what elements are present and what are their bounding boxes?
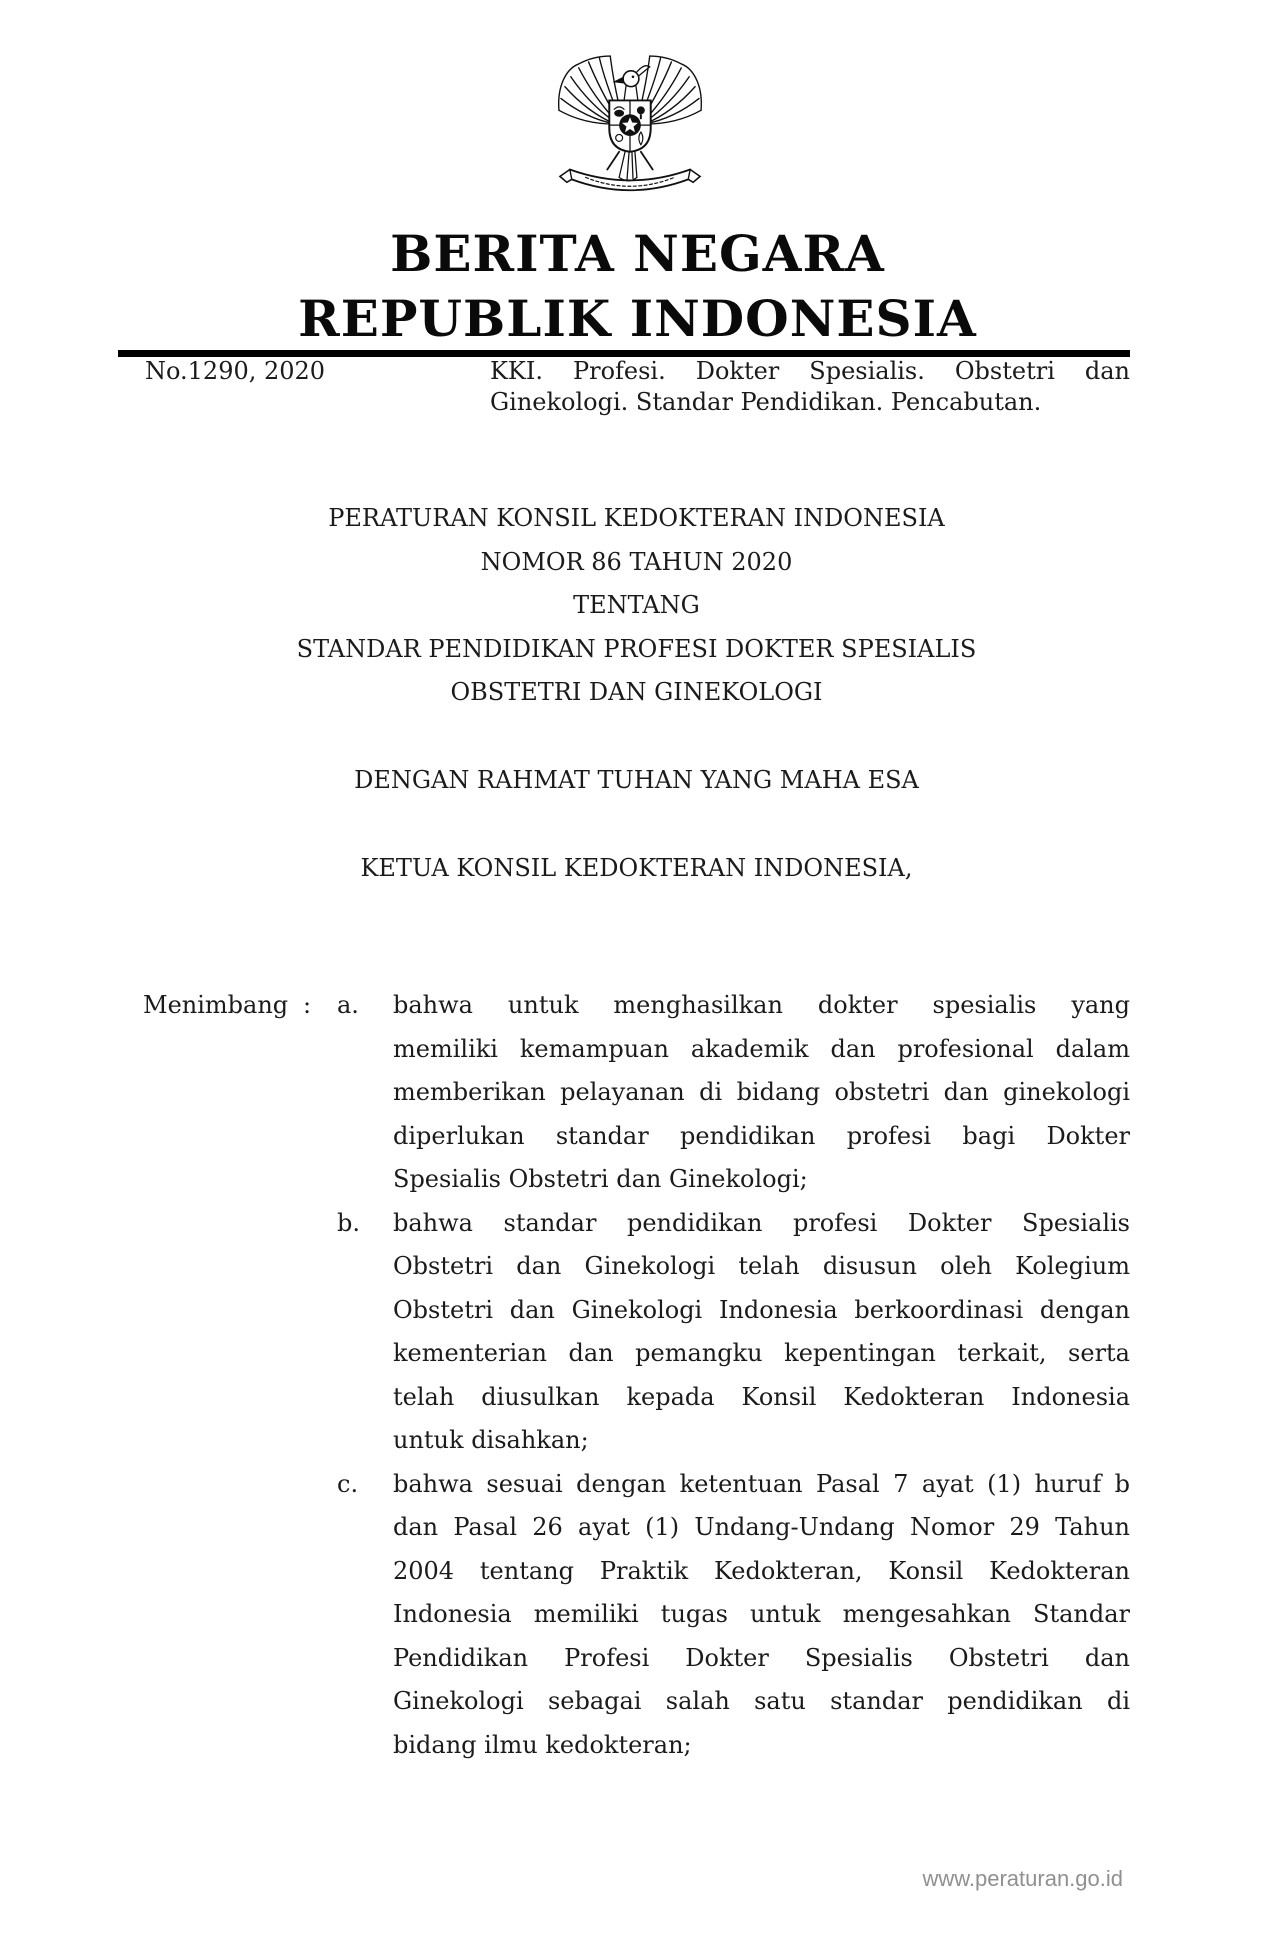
consideration-line: bahwa untuk menghasilkan dokter spesialis yang (393, 991, 1130, 1019)
consideration-line: bahwa standar pendidikan profesi Dokter Spesialis (393, 1208, 1130, 1237)
considering-label: Menimbang (143, 991, 289, 1019)
masthead-title-line1: BERITA NEGARA (390, 224, 885, 283)
consideration-line: Obstetri dan Ginekologi Indonesia berkoordinasi dengan (393, 1295, 1130, 1324)
consideration-line: memiliki kemampuan akademik dan profesional dalam (393, 1034, 1130, 1063)
regulation-number-line: NOMOR 86 TAHUN 2020 (480, 547, 793, 576)
considering-item-letter: a. (337, 991, 359, 1019)
regulation-subject-line: OBSTETRI DAN GINEKOLOGI (450, 678, 823, 706)
considering-item-c (393, 1463, 1130, 1768)
regulation-title-line: PERATURAN KONSIL KEDOKTERAN INDONESIA (328, 504, 945, 532)
consideration-line: diperlukan standar pendidikan profesi bagi Dokter (393, 1121, 1130, 1150)
consideration-line: untuk disahkan; (393, 1426, 589, 1454)
consideration-line: bahwa sesuai dengan ketentuan Pasal 7 ayat (1) huruf b (393, 1469, 1130, 1498)
consideration-line: Indonesia memiliki tugas untuk mengesahkan Standar (393, 1600, 1130, 1628)
considering-item-a (393, 984, 1130, 1202)
masthead-title (0, 221, 1275, 351)
gazette-subject (490, 356, 1130, 418)
gazette-subject-line: KKI. Profesi. Dokter Spesialis. Obstetri dan (490, 357, 1130, 385)
consideration-line: dan Pasal 26 ayat (1) Undang-Undang Nomor 29 Tahun (393, 1513, 1130, 1541)
invocation-line: DENGAN RAHMAT TUHAN YANG MAHA ESA (354, 766, 919, 794)
consideration-line: Obstetri dan Ginekologi telah disusun oleh Kolegium (393, 1252, 1130, 1280)
consideration-line: Ginekologi sebagai salah satu standar pendidikan di (393, 1687, 1130, 1715)
consideration-line: kementerian dan pemangku kepentingan terkait, serta (393, 1339, 1130, 1367)
consideration-line: Pendidikan Profesi Dokter Spesialis Obstetri dan (393, 1643, 1130, 1672)
gazette-subject-line: Ginekologi. Standar Pendidikan. Pencabutan. (490, 388, 1042, 416)
consideration-line: Spesialis Obstetri dan Ginekologi; (393, 1165, 808, 1193)
regulation-tentang-line: TENTANG (573, 591, 700, 619)
consideration-line: memberikan pelayanan di bidang obstetri dan ginekologi (393, 1078, 1130, 1106)
gazette-number: No.1290, 2020 (145, 357, 326, 385)
considering-section (143, 984, 1130, 1767)
considering-item-letter: b. (337, 1208, 360, 1237)
masthead-title-line2: REPUBLIK INDONESIA (298, 289, 977, 348)
consideration-line: 2004 tentang Praktik Kedokteran, Konsil Kedokteran (393, 1556, 1130, 1585)
considering-item-b (393, 1202, 1130, 1463)
garuda-pancasila-icon (556, 52, 704, 212)
issuing-official-line: KETUA KONSIL KEDOKTERAN INDONESIA, (360, 854, 913, 882)
consideration-line: telah diusulkan kepada Konsil Kedokteran Indonesia (393, 1382, 1130, 1411)
consideration-line: bidang ilmu kedokteran; (393, 1730, 692, 1759)
regulation-subject-line: STANDAR PENDIDIKAN PROFESI DOKTER SPESIALIS (296, 634, 977, 663)
footer-website-url: www.peraturan.go.id (922, 1866, 1123, 1891)
regulation-title-block (143, 497, 1130, 715)
considering-colon: : (303, 991, 312, 1019)
considering-item-letter: c. (337, 1469, 359, 1498)
